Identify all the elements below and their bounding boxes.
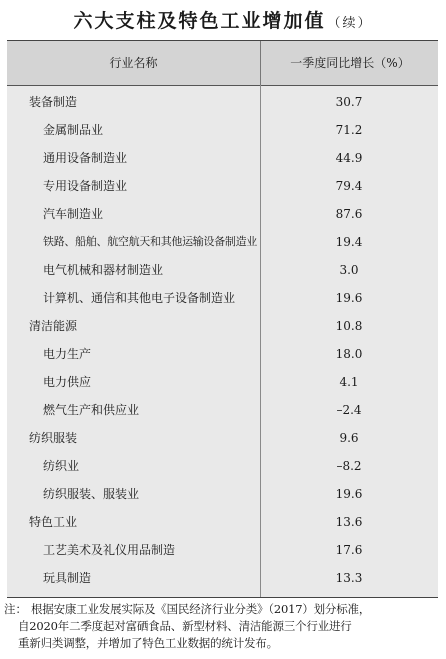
table-row xyxy=(7,340,438,368)
table-row xyxy=(7,172,438,200)
industry-name: 电力生产 xyxy=(43,347,92,361)
growth-value: 44.9 xyxy=(335,151,363,165)
industry-name: 装备制造 xyxy=(29,95,78,109)
table-row xyxy=(7,256,438,284)
growth-value: 10.8 xyxy=(335,319,363,333)
table-row xyxy=(7,228,438,256)
growth-value: –2.4 xyxy=(336,403,362,417)
footnote-line: 重新归类调整，并增加了特色工业数据的统计发布。 xyxy=(18,636,278,650)
table-row xyxy=(7,312,438,340)
industry-name: 清洁能源 xyxy=(29,319,78,333)
growth-value: 19.4 xyxy=(335,235,363,249)
growth-value: 13.6 xyxy=(335,515,363,529)
title-suffix: （续） xyxy=(327,16,373,31)
table-row xyxy=(7,508,438,536)
industry-name: 通用设备制造业 xyxy=(43,151,128,165)
growth-value: –8.2 xyxy=(336,459,362,473)
table-row xyxy=(7,200,438,228)
table-row xyxy=(7,116,438,144)
industry-name: 汽车制造业 xyxy=(43,207,104,221)
table-row xyxy=(7,536,438,564)
industry-name: 纺织业 xyxy=(43,459,80,473)
footnote-line: 根据安康工业发展实际及《国民经济行业分类》（2017）划分标准， xyxy=(31,602,371,616)
industry-name: 纺织服装、服装业 xyxy=(43,487,140,501)
table-row xyxy=(7,564,438,592)
table-header xyxy=(7,41,438,86)
table-row xyxy=(7,144,438,172)
growth-value: 71.2 xyxy=(335,123,363,137)
growth-value: 87.6 xyxy=(335,207,363,221)
table-row xyxy=(7,480,438,508)
industry-name: 电力供应 xyxy=(43,375,92,389)
table-row xyxy=(7,424,438,452)
industry-name: 燃气生产和供应业 xyxy=(43,403,140,417)
table-row xyxy=(7,396,438,424)
growth-value: 13.3 xyxy=(335,571,363,585)
industry-name: 计算机、通信和其他电子设备制造业 xyxy=(43,291,236,305)
growth-value: 17.6 xyxy=(335,543,363,557)
industry-name: 专用设备制造业 xyxy=(43,179,128,193)
growth-value: 18.0 xyxy=(335,347,363,361)
table-row xyxy=(7,88,438,116)
industry-name: 铁路、船舶、航空航天和其他运输设备制造业 xyxy=(43,235,257,248)
growth-value: 3.0 xyxy=(339,263,359,277)
growth-value: 19.6 xyxy=(335,487,363,501)
industry-name: 工艺美术及礼仪用品制造 xyxy=(43,543,176,557)
table-row xyxy=(7,284,438,312)
title-text: 六大支柱及特色工业增加值 xyxy=(73,10,326,32)
footnote-label: 注： xyxy=(4,602,27,616)
growth-value: 19.6 xyxy=(335,291,363,305)
growth-value: 30.7 xyxy=(335,95,363,109)
industry-name: 纺织服装 xyxy=(29,431,78,445)
header-industry-name: 行业名称 xyxy=(109,56,158,70)
footnote-line: 自2020年二季度起对富硒食品、新型材料、清洁能源三个行业进行 xyxy=(18,619,352,633)
growth-table xyxy=(7,40,438,598)
industry-name: 特色工业 xyxy=(29,515,78,529)
page-title xyxy=(0,6,446,33)
industry-name: 玩具制造 xyxy=(43,571,92,585)
industry-name: 电气机械和器材制造业 xyxy=(43,263,164,277)
header-q1-growth: 一季度同比增长（%） xyxy=(260,41,439,85)
table-row xyxy=(7,368,438,396)
table-row xyxy=(7,452,438,480)
growth-value: 9.6 xyxy=(339,431,359,445)
industry-name: 金属制品业 xyxy=(43,123,104,137)
growth-value: 79.4 xyxy=(335,179,363,193)
growth-value: 4.1 xyxy=(339,375,359,389)
